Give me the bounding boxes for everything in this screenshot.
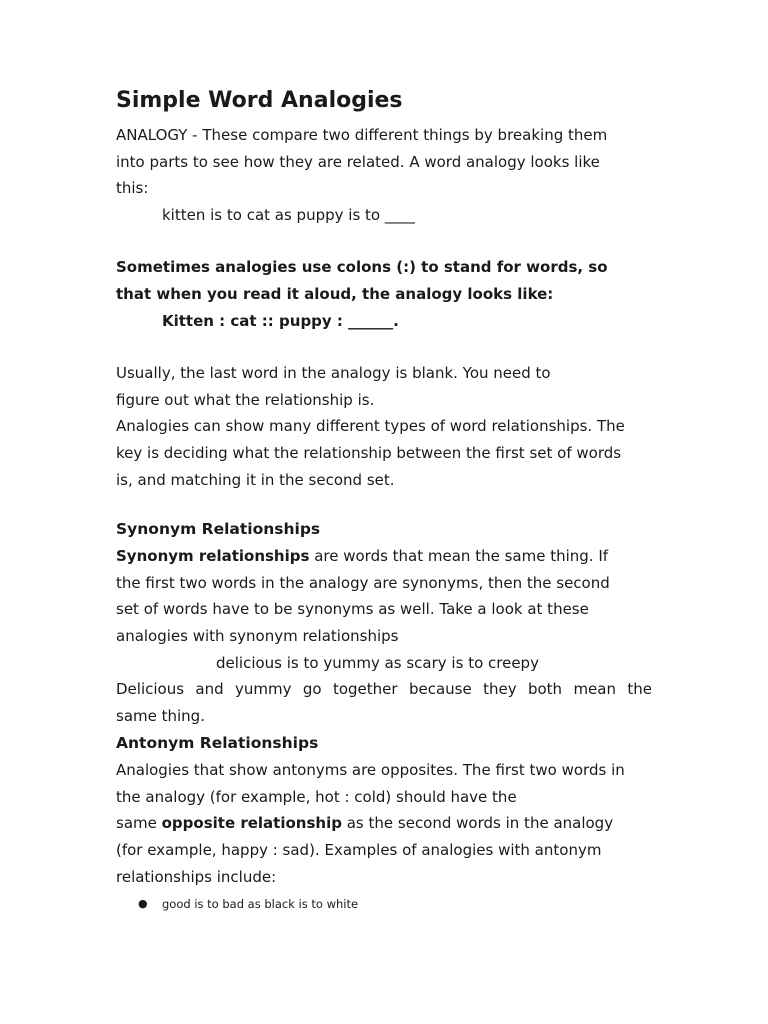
intro-line: ANALOGY - These compare two different things by breaking them: [116, 126, 608, 144]
spacer: [116, 228, 652, 254]
usually-line: figure out what the relationship is.: [116, 390, 375, 409]
spacer: [116, 493, 652, 515]
usually-line: is, and matching it in the second set.: [116, 470, 395, 489]
antonym-line: relationships include:: [116, 867, 277, 886]
synonym-example: delicious is to yummy as scary is to creepy: [216, 653, 539, 672]
antonym-heading: Antonym Relationships: [116, 734, 319, 753]
intro-line: into parts to see how they are related. A word analogy looks like: [116, 152, 600, 171]
antonym-bold-term: opposite relationship: [161, 814, 342, 833]
usually-line: key is deciding what the relationship between the first set of words: [116, 443, 622, 462]
intro-line: this:: [116, 179, 149, 198]
synonym-line: analogies with synonym relationships: [116, 626, 399, 645]
list-item-text: good is to bad as black is to white: [162, 897, 359, 912]
synonym-explain: same thing.: [116, 706, 205, 725]
synonym-bold-term: Synonym relationships: [116, 547, 310, 566]
colons-line: Sometimes analogies use colons (:) to stand for words, so: [116, 258, 608, 277]
antonym-line: [116, 810, 652, 837]
colons-example: Kitten : cat :: puppy : ______.: [162, 311, 399, 330]
page-title: Simple Word Analogies: [116, 88, 403, 113]
antonym-line: the analogy (for example, hot : cold) should have the: [116, 787, 517, 806]
document-content: [116, 86, 652, 912]
list-item: [116, 896, 652, 912]
synonym-heading: Synonym Relationships: [116, 520, 321, 539]
antonym-example-list: [116, 896, 652, 912]
antonym-line: Analogies that show antonyms are opposites. The first two words in: [116, 761, 625, 780]
synonym-explain: Delicious and yummy go together because they both mean the: [116, 680, 652, 699]
antonym-line: (for example, happy : sad). Examples of analogies with antonym: [116, 841, 602, 860]
antonym-line-pre: same: [116, 814, 162, 833]
antonym-line-post: as the second words in the analogy: [341, 814, 614, 833]
usually-line: Analogies can show many different types of word relationships. The: [116, 417, 625, 436]
synonym-line: set of words have to be synonyms as well. Take a look at these: [116, 600, 589, 619]
colons-line: that when you read it aloud, the analogy looks like:: [116, 284, 554, 303]
synonym-line: [116, 543, 652, 570]
intro-example: kitten is to cat as puppy is to ____: [162, 205, 415, 224]
usually-line: Usually, the last word in the analogy is blank. You need to: [116, 364, 551, 383]
spacer: [116, 334, 652, 360]
bullet-icon: ●: [138, 897, 148, 911]
synonym-line-rest: are words that mean the same thing. If: [309, 547, 609, 566]
synonym-line: the first two words in the analogy are synonyms, then the second: [116, 573, 610, 592]
